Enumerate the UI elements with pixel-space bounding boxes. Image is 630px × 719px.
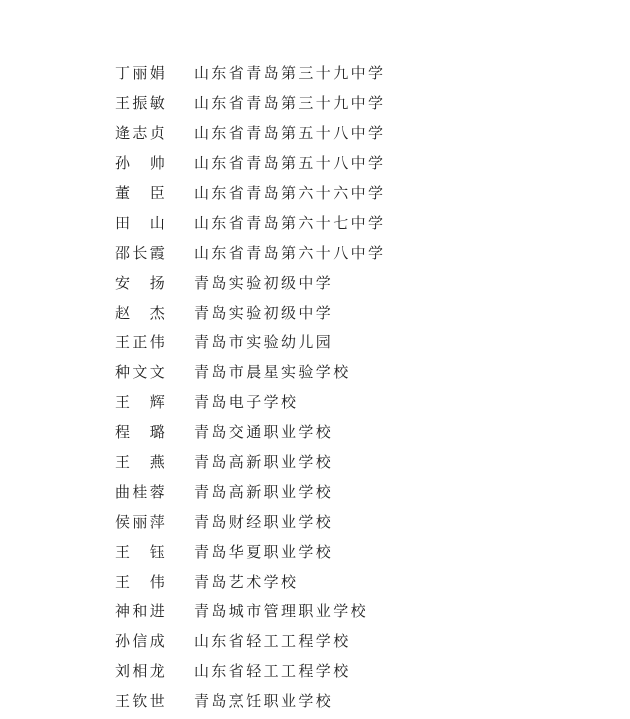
- person-name: 种文文: [115, 363, 168, 382]
- list-item: [115, 417, 595, 447]
- person-name: 孙信成: [115, 632, 168, 651]
- person-name: 曲桂蓉: [115, 482, 168, 501]
- list-item: [115, 357, 595, 387]
- school-name: 山东省青岛第六十八中学: [194, 243, 386, 262]
- person-name: 王 钰: [115, 542, 168, 561]
- list-item: [115, 566, 595, 596]
- school-name: 青岛电子学校: [194, 393, 299, 412]
- person-name: 邵长霞: [115, 243, 168, 262]
- school-name: 山东省轻工工程学校: [194, 662, 351, 681]
- list-item: [115, 327, 595, 357]
- person-name: 孙 帅: [115, 154, 168, 173]
- school-name: 青岛市晨星实验学校: [194, 363, 351, 382]
- school-name: 山东省青岛第六十七中学: [194, 213, 386, 232]
- school-name: 青岛烹饪职业学校: [194, 692, 334, 711]
- school-name: 山东省青岛第五十八中学: [194, 124, 386, 143]
- person-name: 安 扬: [115, 273, 168, 292]
- list-item: [115, 506, 595, 536]
- person-name: 王正伟: [115, 333, 168, 352]
- list-item: [115, 237, 595, 267]
- list-item: [115, 656, 595, 686]
- list-item: [115, 536, 595, 566]
- school-name: 青岛实验初级中学: [194, 273, 334, 292]
- person-name: 丁丽娟: [115, 64, 168, 83]
- person-name: 董 臣: [115, 184, 168, 202]
- person-name: 侯丽萍: [115, 512, 168, 531]
- school-name: 青岛交通职业学校: [194, 423, 334, 442]
- list-item: [115, 178, 595, 208]
- person-name: 王钦世: [115, 692, 168, 711]
- person-name: 田 山: [115, 213, 168, 232]
- person-name: 王 辉: [115, 393, 168, 412]
- school-name: 青岛城市管理职业学校: [194, 602, 369, 621]
- person-name: 逄志贞: [115, 124, 168, 143]
- school-name: 山东省青岛第六十六中学: [194, 184, 386, 202]
- school-name: 青岛实验初级中学: [194, 303, 334, 322]
- school-name: 山东省青岛第五十八中学: [194, 154, 386, 173]
- school-name: 青岛市实验幼儿园: [194, 333, 334, 352]
- person-name: 赵 杰: [115, 303, 168, 322]
- school-name: 青岛财经职业学校: [194, 512, 334, 531]
- school-name: 青岛艺术学校: [194, 572, 299, 591]
- list-item: [115, 148, 595, 178]
- school-name: 青岛高新职业学校: [194, 482, 334, 501]
- school-name: 山东省青岛第三十九中学: [194, 94, 386, 113]
- list-item: [115, 596, 595, 626]
- list-item: [115, 476, 595, 506]
- list-item: [115, 207, 595, 237]
- list-item: [115, 626, 595, 656]
- school-name: 山东省轻工工程学校: [194, 632, 351, 651]
- list-item: [115, 297, 595, 327]
- person-name: 王 伟: [115, 572, 168, 591]
- person-name: 刘相龙: [115, 662, 168, 681]
- list-item: [115, 447, 595, 477]
- person-name: 王振敏: [115, 94, 168, 113]
- person-name: 神和进: [115, 602, 168, 621]
- list-item: [115, 58, 595, 88]
- list-item: [115, 88, 595, 118]
- list-item: [115, 686, 595, 716]
- list-item: [115, 118, 595, 148]
- list-item: [115, 387, 595, 417]
- school-name: 青岛华夏职业学校: [194, 542, 334, 561]
- school-name: 青岛高新职业学校: [194, 453, 334, 472]
- name-list: [115, 58, 595, 716]
- person-name: 王 燕: [115, 453, 168, 472]
- list-item: [115, 267, 595, 297]
- school-name: 山东省青岛第三十九中学: [194, 64, 386, 83]
- person-name: 程 璐: [115, 423, 168, 442]
